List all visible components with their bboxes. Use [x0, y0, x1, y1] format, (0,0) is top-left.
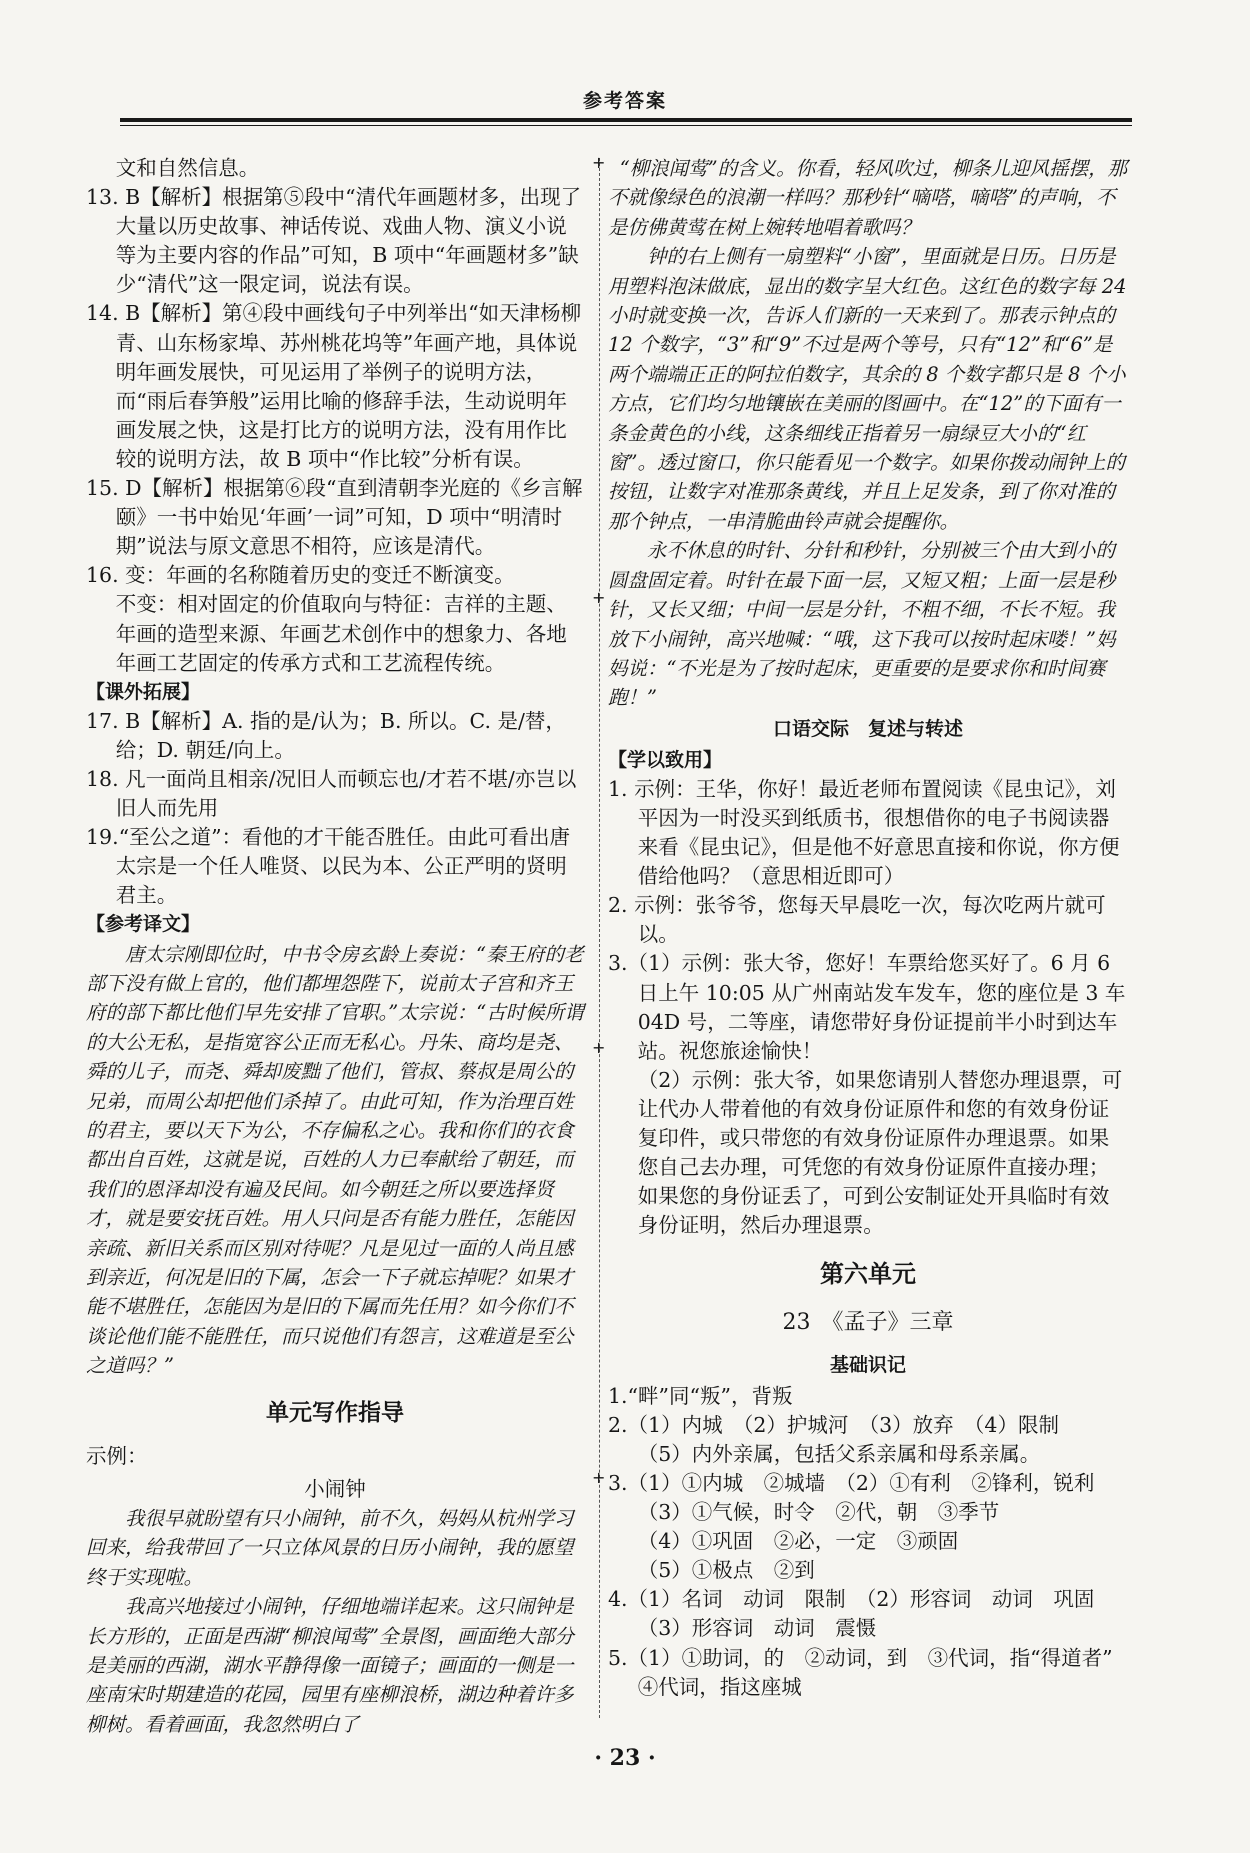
basic-answer-2: 2.（1）内城 （2）护城河 （3）放弃 （4）限制 — [608, 1412, 1059, 1437]
apply-answer-2: 2. 示例：张爷爷，您每天早晨吃一次，每次吃两片就可以。 — [608, 893, 1106, 947]
essay-paragraph: “柳浪闻莺”的含义。你看，轻风吹过，柳条儿迎风摇摆，那不就像绿色的浪潮一样吗？那秒针“嘀嗒，嘀嗒”的声响，不是仿佛黄莺在树上婉转地唱着歌吗？ — [608, 157, 1128, 239]
basic-answer-4-cont: （3）形容词 动词 震慑 — [637, 1616, 877, 1641]
basic-heading: 基础识记 — [829, 1353, 906, 1376]
basic-answer-3-cont: （4）①巩固 ②必，一定 ③顽固 — [637, 1529, 959, 1554]
basic-answer-5: 5.（1）①助词，的 ②动词，到 ③代词，指“得道者” — [608, 1645, 1113, 1670]
example-label: 示例： — [86, 1443, 148, 1468]
right-column — [608, 154, 1128, 1702]
divider-cross-mark: + — [592, 588, 606, 607]
answer-line: 文和自然信息。 — [115, 156, 260, 180]
page-number: · 23 · — [594, 1745, 656, 1771]
divider-cross-mark: + — [592, 1038, 606, 1057]
answer-16a: 16. 变：年画的名称随着历史的变迁不断演变。 — [86, 563, 515, 588]
essay-paragraph: 钟的右上侧有一扇塑料“小窗”，里面就是日历。日历是用塑料泡沫做底，显出的数字呈大红色。这红色的数字每 24 小时就变换一次，告诉人们新的一天来到了。那表示钟点的 12 个数字，“3”和“9”不过是两个等号，只有“12”和“6”是两个端端正正的阿拉伯数字，其余的 8 个数字都只是 8 个小方点，它们均匀地镶嵌在美丽的图画中。在“12”的下面有一条金黄色的小线，这条细线正指着另一扇绿豆大小的“红窗”。透过窗口，你只能看见一个数字。如果你拨动闹钟上的按钮，让数字对准那条黄线，并且上足发条，到了你对准的那个钟点，一串清脆曲铃声就会提醒你。 — [608, 245, 1127, 533]
section-apply: 【学以致用】 — [608, 748, 723, 771]
header-title: 参考答案 — [582, 90, 667, 112]
answer-13: 13. B【解析】根据第⑤段中“清代年画题材多，出现了大量以历史故事、神话传说、戏曲人物、演义小说等为主要内容的作品”可知，B 项中“年画题材多”缺少“清代”这一限定词，说法有误。 — [86, 185, 582, 297]
essay-paragraph: 永不休息的时针、分针和秒针，分别被三个由大到小的圆盘固定着。时针在最下面一层，又短又粗；上面一层是秒针，又长又细；中间一层是分针，不粗不细，不长不短。我放下小闹钟，高兴地喊：“哦，这下我可以按时起床喽！”妈妈说：“不光是为了按时起床，更重要的是要求你和时间赛跑！” — [608, 539, 1116, 710]
oral-heading: 口语交际 复述与转述 — [772, 717, 963, 740]
basic-answer-1: 1.“畔”同“叛”，背叛 — [608, 1383, 793, 1408]
essay-paragraph: 我高兴地接过小闹钟，仔细地端详起来。这只闹钟是长方形的，正面是西湖“柳浪闻莺”全景图，画面绝大部分是美丽的西湖，湖水平静得像一面镜子；画面的一侧是一座南宋时期建造的花园，园里有座柳浪桥，湖边种着许多柳树。看着画面，我忽然明白了 — [86, 1595, 574, 1736]
essay-paragraph: 我很早就盼望有只小闹钟，前不久，妈妈从杭州学习回来，给我带回了一只立体风景的日历小闹钟，我的愿望终于实现啦。 — [86, 1506, 574, 1589]
answer-19: 19.“至公之道”：看他的才干能否胜任。由此可看出唐太宗是一个任人唯贤、以民为本、公正严明的贤明君主。 — [86, 825, 571, 908]
answer-17: 17. B【解析】A. 指的是/认为；B. 所以。C. 是/替，给；D. 朝廷/向上。 — [86, 708, 566, 762]
apply-answer-3b: （2）示例：张大爷，如果您请别人替您办理退票，可让代办人带着他的有效身份证原件和您的有效身份证复印件，或只带您的有效身份证原件办理退票。如果您自己去办理，可凭您的有效身份证原件直接办理；如果您的身份证丢了，可到公安制证处开具临时有效身份证明，然后办理退票。 — [637, 1067, 1123, 1238]
basic-answer-3-cont: （5）①极点 ②到 — [637, 1558, 815, 1583]
section-translation: 【参考译文】 — [86, 913, 201, 936]
answer-18: 18. 凡一面尚且相亲/况旧人而顿忘也/才若不堪/亦岂以旧人而先用 — [86, 766, 577, 821]
header-rule-thick — [120, 118, 1132, 122]
apply-answer-1: 1. 示例：王华，你好！最近老师布置阅读《昆虫记》，刘平因为一时没买到纸质书，很想借你的电子书阅读器来看《昆虫记》，但是他不好意思直接和你说，你方便借给他吗？（意思相近即可） — [608, 776, 1120, 889]
lesson-heading: 23 《孟子》三章 — [782, 1309, 954, 1335]
basic-answer-2-cont: （5）内外亲属，包括父系亲属和母系亲属。 — [637, 1441, 1041, 1466]
left-column — [86, 154, 584, 1739]
basic-answer-4: 4.（1）名词 动词 限制 （2）形容词 动词 巩固 — [608, 1587, 1095, 1612]
basic-answer-3-cont: （3）①气候，时令 ②代，朝 ③季节 — [637, 1500, 1000, 1525]
writing-heading: 单元写作指导 — [266, 1399, 404, 1426]
essay-title: 小闹钟 — [304, 1476, 366, 1501]
basic-answer-5-cont: ④代词，指这座城 — [637, 1674, 802, 1699]
header-rule-thin — [120, 125, 1132, 126]
divider-cross-mark: + — [592, 153, 606, 172]
translation-text: 唐太宗刚即位时，中书令房玄龄上奏说：“秦王府的老部下没有做上官的，他们都埋怨陛下，说前太子宫和齐王府的部下都比他们早先安排了官职。”太宗说：“古时候所谓的大公无私，是指宽容公正而无私心。丹朱、商均是尧、舜的儿子，而尧、舜却废黜了他们，管叔、蔡叔是周公的兄弟，而周公却把他们杀掉了。由此可知，作为治理百姓的君主，要以天下为公，不存偏私之心。我和你们的衣食都出自百姓，这就是说，百姓的人力已奉献给了朝廷，而我们的恩泽却没有遍及民间。如今朝廷之所以要选择贤才，就是要安抚百姓。用人只问是否有能力胜任，怎能因亲疏、新旧关系而区别对待呢？凡是见过一面的人尚且感到亲近，何况是旧的下属，怎会一下子就忘掉呢？如果才能不堪胜任，怎能因为是旧的下属而先任用？如今你们不谈论他们能不能胜任，而只说他们有怨言，这难道是至公之道吗？” — [86, 942, 584, 1378]
answer-15: 15. D【解析】根据第⑥段“直到清朝李光庭的《乡言解颐》一书中始见‘年画’一词”可知，D 项中“明清时期”说法与原文意思不相符，应该是清代。 — [86, 476, 583, 559]
answer-16b: 不变：相对固定的价值取向与特征：吉祥的主题、年画的造型来源、年画艺术创作中的想象力、各地年画工艺固定的传承方式和工艺流程传统。 — [115, 592, 567, 675]
divider-cross-mark: + — [592, 1468, 606, 1487]
basic-answer-3: 3.（1）①内城 ②城墙 （2）①有利 ②锋利，锐利 — [608, 1470, 1095, 1495]
section-extension: 【课外拓展】 — [86, 680, 201, 703]
unit-heading: 第六单元 — [820, 1260, 916, 1289]
apply-answer-3a: 3.（1）示例：张大爷，您好！车票给您买好了。6 月 6 日上午 10:05 从广州南站发车发车，您的座位是 3 车 04D 号，二等座，请您带好身份证提前半小时到达车站。祝您旅途愉快！ — [608, 951, 1126, 1063]
answer-14: 14. B【解析】第④段中画线句子中列举出“如天津杨柳青、山东杨家埠、苏州桃花坞等”年画产地，具体说明年画发展快，可见运用了举例子的说明方法，而“雨后春笋般”运用比喻的修辞手法，生动说明年画发展之快，这是打比方的说明方法，没有用作比较的说明方法，故 B 项中“作比较”分析有误。 — [86, 301, 582, 471]
